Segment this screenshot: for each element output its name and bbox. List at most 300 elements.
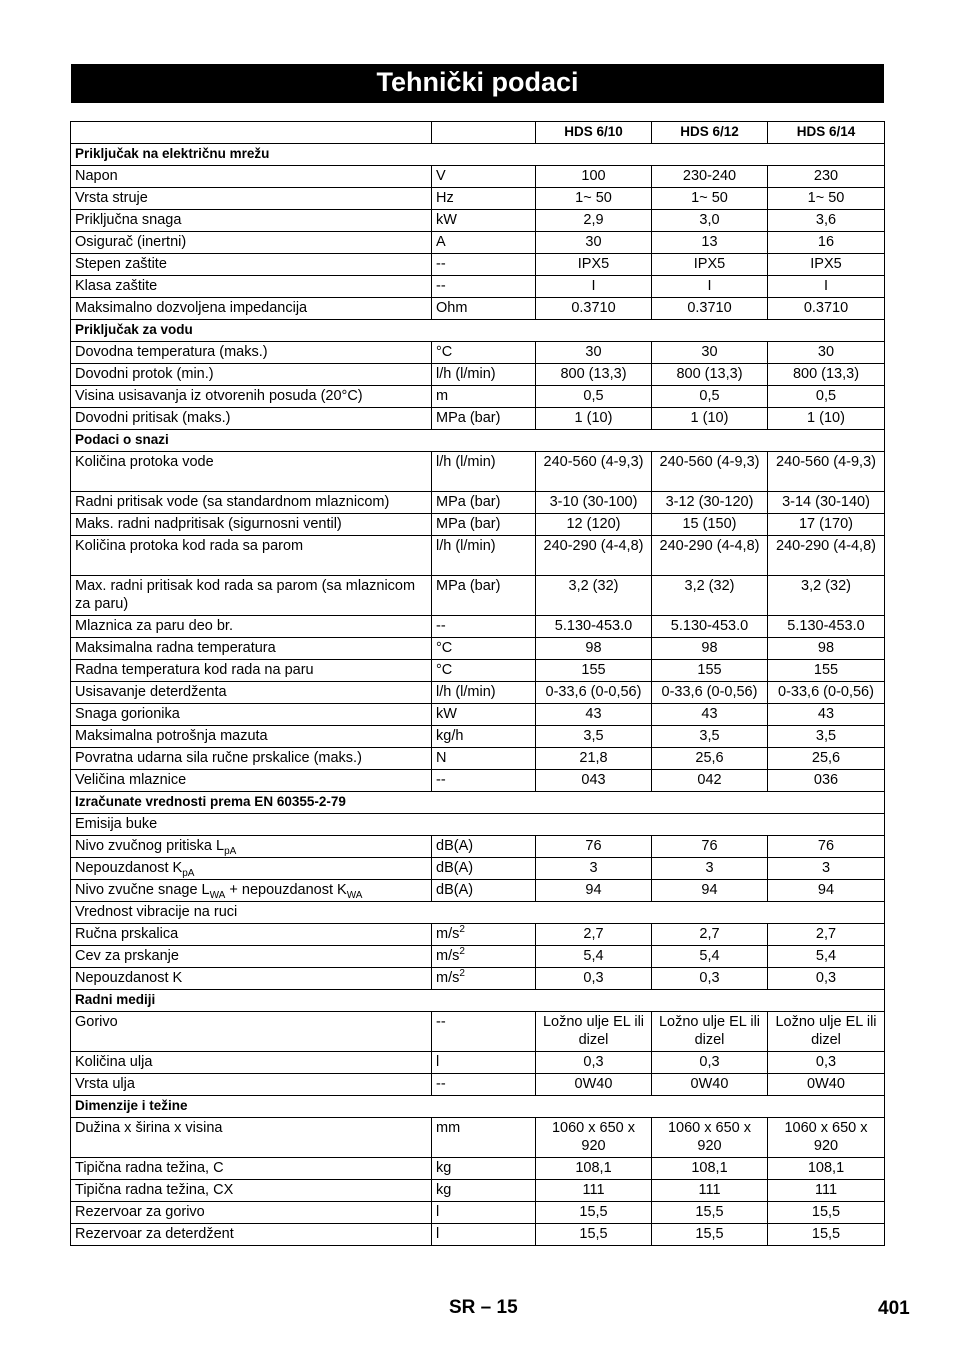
table-row — [71, 536, 885, 576]
value-cell: 30 — [768, 342, 885, 364]
value-cell: 0W40 — [652, 1074, 768, 1096]
row-label-text: Tipična radna težina, C — [75, 1160, 224, 1176]
section-row — [71, 792, 885, 814]
value-cell: 240-290 (4-4,8) — [536, 536, 652, 576]
row-label-text: Priključna snaga — [75, 212, 182, 228]
value-cell: 230-240 — [652, 166, 768, 188]
value-cell: 111 — [768, 1180, 885, 1202]
value-cell: 3,5 — [652, 726, 768, 748]
row-unit — [432, 298, 536, 320]
value-cell: 111 — [536, 1180, 652, 1202]
value-cell: 0-33,6 (0-0,56) — [768, 682, 885, 704]
row-label-text: Rezervoar za gorivo — [75, 1204, 205, 1220]
unit-text: kg — [436, 1182, 452, 1198]
value-cell: I — [652, 276, 768, 298]
value-cell: 1 (10) — [768, 408, 885, 430]
row-unit — [432, 968, 536, 990]
table-row — [71, 1158, 885, 1180]
value-cell: 15,5 — [536, 1224, 652, 1246]
row-label — [71, 1224, 432, 1246]
row-label-text: Maks. radni nadpritisak (sigurnosni ventil) — [75, 516, 342, 532]
row-unit — [432, 386, 536, 408]
table-row — [71, 576, 885, 616]
row-label-text: Nepouzdanost K — [75, 970, 183, 986]
value-cell: I — [768, 276, 885, 298]
row-unit — [432, 188, 536, 210]
section-heading: Radni mediji — [71, 990, 885, 1012]
value-cell: 0W40 — [536, 1074, 652, 1096]
row-label — [71, 210, 432, 232]
value-cell: 0,5 — [536, 386, 652, 408]
row-unit — [432, 166, 536, 188]
row-label — [71, 682, 432, 704]
unit-text: l/h (l/min) — [436, 684, 496, 700]
value-cell: 155 — [536, 660, 652, 682]
row-label — [71, 232, 432, 254]
unit-text: l/h (l/min) — [436, 538, 496, 554]
row-label — [71, 1052, 432, 1074]
value-cell: 15,5 — [768, 1202, 885, 1224]
row-label-text: Snaga gorionika — [75, 706, 180, 722]
value-cell: 5,4 — [536, 946, 652, 968]
row-label — [71, 1180, 432, 1202]
row-unit — [432, 924, 536, 946]
value-cell: 15,5 — [652, 1202, 768, 1224]
unit-text: Hz — [436, 190, 454, 206]
value-cell: Ložno ulje EL ili dizel — [652, 1012, 768, 1052]
subsection-row — [71, 814, 885, 836]
row-label — [71, 1118, 432, 1158]
unit-text: MPa (bar) — [436, 516, 501, 532]
value-cell: 15 (150) — [652, 514, 768, 536]
row-label — [71, 536, 432, 576]
value-cell: I — [536, 276, 652, 298]
table-row — [71, 836, 885, 858]
unit-text: Ohm — [436, 300, 468, 316]
table-row — [71, 514, 885, 536]
value-cell: 111 — [652, 1180, 768, 1202]
value-cell: 1060 x 650 x 920 — [536, 1118, 652, 1158]
unit-text: -- — [436, 772, 446, 788]
row-label-text: Max. radni pritisak kod rada sa parom (sa mlaznicom za paru) — [75, 578, 416, 612]
row-label-text: Količina protoka vode — [75, 454, 214, 470]
row-label-text: Vrsta struje — [75, 190, 148, 206]
value-cell: 17 (170) — [768, 514, 885, 536]
value-cell: 3,2 (32) — [652, 576, 768, 616]
row-label — [71, 946, 432, 968]
row-unit — [432, 1224, 536, 1246]
row-unit — [432, 616, 536, 638]
table-row — [71, 298, 885, 320]
unit-text: °C — [436, 640, 453, 656]
unit-superscript: 2 — [459, 924, 465, 936]
value-cell: 76 — [536, 836, 652, 858]
row-label — [71, 1158, 432, 1180]
value-cell: 0W40 — [768, 1074, 885, 1096]
row-label-text: Vrsta ulja — [75, 1076, 135, 1092]
unit-text: l — [436, 1226, 440, 1242]
value-cell: 0,5 — [652, 386, 768, 408]
row-label — [71, 968, 432, 990]
value-cell: 240-290 (4-4,8) — [652, 536, 768, 576]
table-row — [71, 1202, 885, 1224]
value-cell: 13 — [652, 232, 768, 254]
value-cell: 230 — [768, 166, 885, 188]
row-unit — [432, 858, 536, 880]
unit-text: MPa (bar) — [436, 578, 501, 594]
unit-text: MPa (bar) — [436, 494, 501, 510]
row-unit — [432, 1202, 536, 1224]
row-label — [71, 1202, 432, 1224]
value-cell: 5.130-453.0 — [768, 616, 885, 638]
value-cell: 5,4 — [652, 946, 768, 968]
table-row — [71, 858, 885, 880]
table-row — [71, 748, 885, 770]
label-subscript-2: WA — [346, 889, 363, 901]
row-label — [71, 408, 432, 430]
unit-text: -- — [436, 278, 446, 294]
row-unit — [432, 232, 536, 254]
section-heading: Podaci o snazi — [71, 430, 885, 452]
subsection-heading: Emisija buke — [71, 814, 885, 836]
value-cell: 43 — [652, 704, 768, 726]
table-row — [71, 452, 885, 492]
value-cell: 036 — [768, 770, 885, 792]
row-unit — [432, 836, 536, 858]
row-unit — [432, 276, 536, 298]
unit-text: °C — [436, 662, 453, 678]
section-row — [71, 320, 885, 342]
unit-text: l — [436, 1204, 440, 1220]
value-cell: 2,7 — [536, 924, 652, 946]
row-unit — [432, 408, 536, 430]
value-cell: 3 — [536, 858, 652, 880]
row-unit — [432, 704, 536, 726]
row-label-text: Klasa zaštite — [75, 278, 158, 294]
value-cell: 0.3710 — [652, 298, 768, 320]
row-label-text: Osigurač (inertni) — [75, 234, 187, 250]
row-label — [71, 858, 432, 880]
table-header-row — [71, 122, 885, 144]
value-cell: 94 — [768, 880, 885, 902]
row-label-text: Nivo zvučnog pritiska L — [75, 838, 225, 854]
table-row — [71, 704, 885, 726]
unit-text: -- — [436, 256, 446, 272]
row-label — [71, 660, 432, 682]
row-label-text: Rezervoar za deterdžent — [75, 1226, 234, 1242]
value-cell: 98 — [536, 638, 652, 660]
model-header: HDS 6/14 — [768, 122, 885, 144]
table-row — [71, 342, 885, 364]
value-cell: 25,6 — [652, 748, 768, 770]
page-number: 401 — [878, 1298, 910, 1319]
row-label — [71, 514, 432, 536]
value-cell: 3,0 — [652, 210, 768, 232]
unit-superscript: 2 — [459, 946, 465, 958]
table-row — [71, 616, 885, 638]
unit-text: °C — [436, 344, 453, 360]
row-label — [71, 880, 432, 902]
value-cell: 43 — [536, 704, 652, 726]
row-unit — [432, 726, 536, 748]
value-cell: 155 — [768, 660, 885, 682]
unit-text: dB(A) — [436, 882, 474, 898]
section-row — [71, 1096, 885, 1118]
value-cell: 108,1 — [536, 1158, 652, 1180]
value-cell: 94 — [536, 880, 652, 902]
table-row — [71, 386, 885, 408]
table-row — [71, 726, 885, 748]
value-cell: 042 — [652, 770, 768, 792]
value-cell: 240-290 (4-4,8) — [768, 536, 885, 576]
row-unit — [432, 1158, 536, 1180]
row-unit — [432, 770, 536, 792]
row-label — [71, 364, 432, 386]
label-subscript: pA — [224, 845, 237, 857]
value-cell: 2,7 — [768, 924, 885, 946]
table-row — [71, 1074, 885, 1096]
row-label-text: Maksimalno dozvoljena impedancija — [75, 300, 308, 316]
row-unit — [432, 254, 536, 276]
row-label — [71, 726, 432, 748]
value-cell: 240-560 (4-9,3) — [652, 452, 768, 492]
row-label — [71, 1074, 432, 1096]
row-label-text: Dovodni protok (min.) — [75, 366, 214, 382]
row-label — [71, 924, 432, 946]
unit-text: A — [436, 234, 446, 250]
value-cell: 16 — [768, 232, 885, 254]
row-label-text: Gorivo — [75, 1014, 118, 1030]
value-cell: 5,4 — [768, 946, 885, 968]
value-cell: 3,2 (32) — [768, 576, 885, 616]
table-row — [71, 210, 885, 232]
row-unit — [432, 576, 536, 616]
row-unit — [432, 452, 536, 492]
table-row — [71, 364, 885, 386]
row-label — [71, 166, 432, 188]
row-unit — [432, 536, 536, 576]
table-row — [71, 1012, 885, 1052]
unit-text: m/s — [436, 948, 460, 964]
value-cell: 2,7 — [652, 924, 768, 946]
value-cell: 3-12 (30-120) — [652, 492, 768, 514]
row-unit — [432, 492, 536, 514]
value-cell: 0,3 — [536, 1052, 652, 1074]
unit-text: -- — [436, 618, 446, 634]
value-cell: 30 — [536, 342, 652, 364]
row-label — [71, 492, 432, 514]
unit-text: m — [436, 388, 449, 404]
value-cell: 1 (10) — [536, 408, 652, 430]
model-header: HDS 6/12 — [652, 122, 768, 144]
table-row — [71, 1052, 885, 1074]
value-cell: 800 (13,3) — [652, 364, 768, 386]
row-unit — [432, 210, 536, 232]
value-cell: 3,6 — [768, 210, 885, 232]
row-unit — [432, 880, 536, 902]
row-unit — [432, 1012, 536, 1052]
value-cell: 1~ 50 — [768, 188, 885, 210]
technical-data-table — [70, 121, 885, 1246]
value-cell: 1~ 50 — [652, 188, 768, 210]
row-label-text: Maksimalna potrošnja mazuta — [75, 728, 268, 744]
unit-text: l/h (l/min) — [436, 454, 496, 470]
row-label — [71, 770, 432, 792]
section-row — [71, 430, 885, 452]
value-cell: IPX5 — [536, 254, 652, 276]
row-label-text: Maksimalna radna temperatura — [75, 640, 276, 656]
page-title: Tehnički podaci — [71, 64, 884, 103]
row-unit — [432, 514, 536, 536]
unit-text: -- — [436, 1076, 446, 1092]
row-unit — [432, 1074, 536, 1096]
value-cell: 0,3 — [768, 968, 885, 990]
subsection-row — [71, 902, 885, 924]
row-label — [71, 254, 432, 276]
row-label-text: Stepen zaštite — [75, 256, 167, 272]
table-row — [71, 682, 885, 704]
section-heading: Priključak na električnu mrežu — [71, 144, 885, 166]
value-cell: 1 (10) — [652, 408, 768, 430]
value-cell: 155 — [652, 660, 768, 682]
row-label-text: Nivo zvučne snage L — [75, 882, 210, 898]
row-unit — [432, 682, 536, 704]
row-label — [71, 1012, 432, 1052]
table-row — [71, 946, 885, 968]
header-cell — [432, 122, 536, 144]
value-cell: 3 — [768, 858, 885, 880]
section-page-label: SR – 15 — [449, 1297, 518, 1318]
table-row — [71, 1180, 885, 1202]
row-unit — [432, 1052, 536, 1074]
table-row — [71, 188, 885, 210]
unit-text: kW — [436, 706, 457, 722]
value-cell: 3-14 (30-140) — [768, 492, 885, 514]
subsection-heading: Vrednost vibracije na ruci — [71, 902, 885, 924]
row-label-text: Količina ulja — [75, 1054, 153, 1070]
row-label — [71, 836, 432, 858]
value-cell: 98 — [768, 638, 885, 660]
unit-text: m/s — [436, 926, 460, 942]
value-cell: 3 — [652, 858, 768, 880]
value-cell: 94 — [652, 880, 768, 902]
value-cell: 1060 x 650 x 920 — [652, 1118, 768, 1158]
label-subscript: pA — [182, 867, 195, 879]
row-label-text: Dužina x širina x visina — [75, 1120, 223, 1136]
value-cell: Ložno ulje EL ili dizel — [536, 1012, 652, 1052]
row-label-text: Dovodna temperatura (maks.) — [75, 344, 268, 360]
label-subscript: WA — [209, 889, 226, 901]
unit-text: MPa (bar) — [436, 410, 501, 426]
table-row — [71, 660, 885, 682]
value-cell: 3,5 — [768, 726, 885, 748]
row-label — [71, 616, 432, 638]
row-label-text: Napon — [75, 168, 118, 184]
value-cell: 5.130-453.0 — [652, 616, 768, 638]
table-row — [71, 880, 885, 902]
header-cell — [71, 122, 432, 144]
value-cell: 0-33,6 (0-0,56) — [536, 682, 652, 704]
unit-text: kg — [436, 1160, 452, 1176]
value-cell: 15,5 — [536, 1202, 652, 1224]
section-heading: Dimenzije i težine — [71, 1096, 885, 1118]
value-cell: 108,1 — [652, 1158, 768, 1180]
unit-text: mm — [436, 1120, 461, 1136]
table-row — [71, 254, 885, 276]
row-label — [71, 452, 432, 492]
table-row — [71, 924, 885, 946]
value-cell: 3-10 (30-100) — [536, 492, 652, 514]
row-unit — [432, 946, 536, 968]
row-unit — [432, 638, 536, 660]
table-row — [71, 1118, 885, 1158]
row-label — [71, 188, 432, 210]
unit-text: kg/h — [436, 728, 464, 744]
row-label-text: Visina usisavanja iz otvorenih posuda (20°C) — [75, 388, 363, 404]
unit-text: -- — [436, 1014, 446, 1030]
value-cell: 76 — [768, 836, 885, 858]
value-cell: 0.3710 — [536, 298, 652, 320]
section-heading: Izračunate vrednosti prema EN 60355-2-79 — [71, 792, 885, 814]
row-label-text: Nepouzdanost K — [75, 860, 183, 876]
row-unit — [432, 1118, 536, 1158]
value-cell: 1060 x 650 x 920 — [768, 1118, 885, 1158]
table-row — [71, 638, 885, 660]
section-heading: Priključak za vodu — [71, 320, 885, 342]
row-unit — [432, 342, 536, 364]
value-cell: Ložno ulje EL ili dizel — [768, 1012, 885, 1052]
row-label-text: Radni pritisak vode (sa standardnom mlaznicom) — [75, 494, 390, 510]
value-cell: IPX5 — [652, 254, 768, 276]
row-label-text: Cev za prskanje — [75, 948, 179, 964]
unit-text: dB(A) — [436, 860, 474, 876]
row-label-text: Tipična radna težina, CX — [75, 1182, 234, 1198]
value-cell: 15,5 — [652, 1224, 768, 1246]
row-label — [71, 342, 432, 364]
value-cell: 0-33,6 (0-0,56) — [652, 682, 768, 704]
model-header: HDS 6/10 — [536, 122, 652, 144]
unit-text: dB(A) — [436, 838, 474, 854]
row-label-text: Usisavanje deterdženta — [75, 684, 227, 700]
table-row — [71, 166, 885, 188]
value-cell: 15,5 — [768, 1224, 885, 1246]
value-cell: 800 (13,3) — [768, 364, 885, 386]
row-unit — [432, 1180, 536, 1202]
value-cell: 30 — [536, 232, 652, 254]
value-cell: 0,3 — [652, 968, 768, 990]
table-row — [71, 492, 885, 514]
row-label-text: Veličina mlaznice — [75, 772, 187, 788]
value-cell: 21,8 — [536, 748, 652, 770]
table-row — [71, 1224, 885, 1246]
value-cell: 30 — [652, 342, 768, 364]
unit-superscript: 2 — [459, 968, 465, 980]
value-cell: 1~ 50 — [536, 188, 652, 210]
row-label — [71, 638, 432, 660]
value-cell: 12 (120) — [536, 514, 652, 536]
value-cell: IPX5 — [768, 254, 885, 276]
value-cell: 240-560 (4-9,3) — [536, 452, 652, 492]
row-label-text-2: + nepouzdanost K — [225, 882, 347, 898]
value-cell: 240-560 (4-9,3) — [768, 452, 885, 492]
row-unit — [432, 660, 536, 682]
value-cell: 5.130-453.0 — [536, 616, 652, 638]
value-cell: 98 — [652, 638, 768, 660]
table-row — [71, 408, 885, 430]
row-label-text: Ručna prskalica — [75, 926, 179, 942]
value-cell: 0,3 — [652, 1052, 768, 1074]
row-label — [71, 576, 432, 616]
